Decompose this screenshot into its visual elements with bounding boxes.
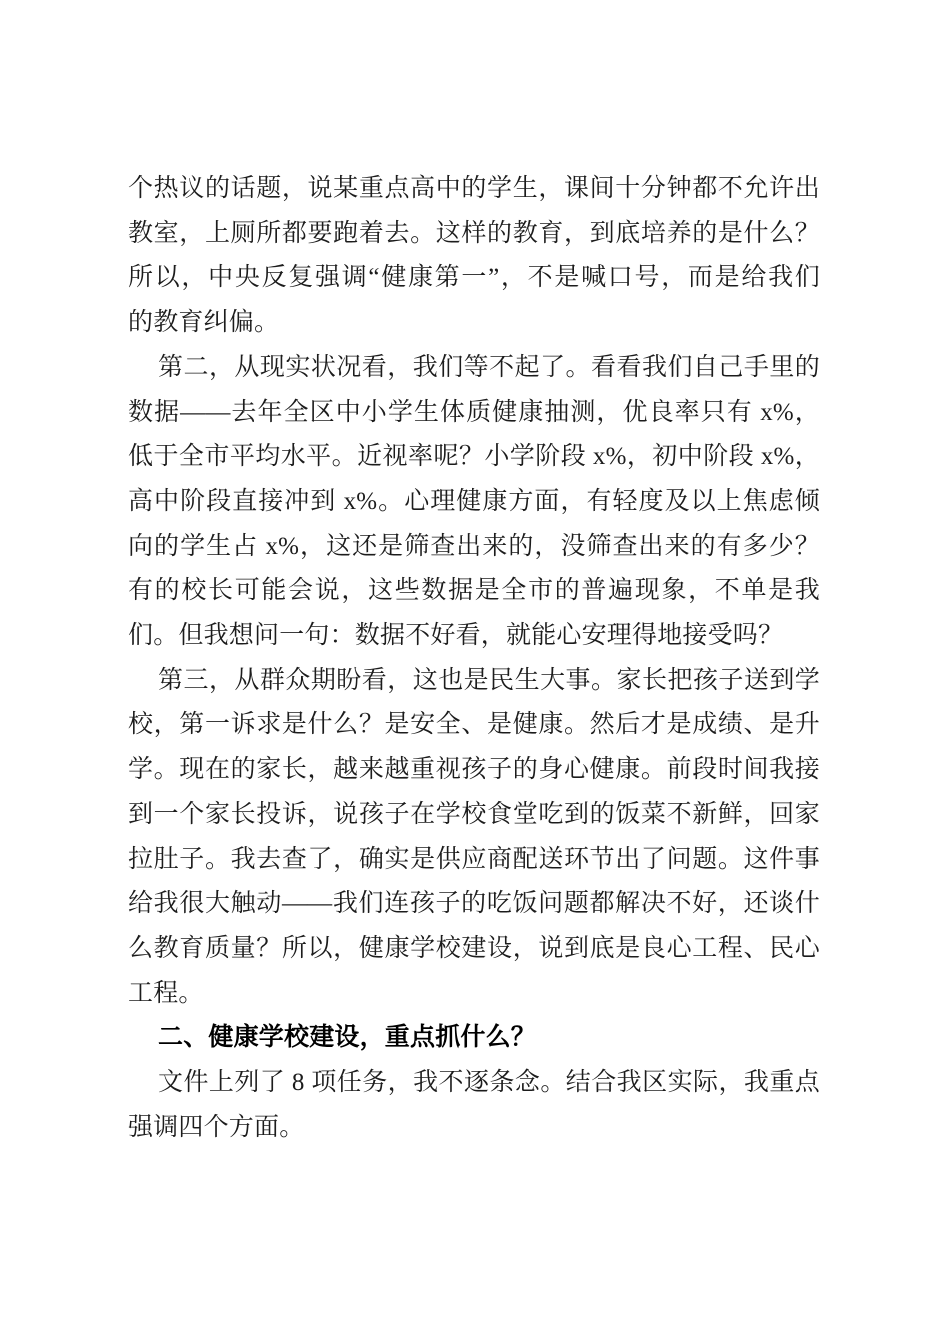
text-line: 拉肚子。我去查了，确实是供应商配送环节出了问题。这件事 [128,845,820,873]
text-line: 的教育纠偏。 [128,309,280,337]
text-line: 工程。 [128,979,204,1007]
text-line: 学。现在的家长，越来越重视孩子的身心健康。前段时间我接 [128,756,820,784]
text-line: 么教育质量？所以，健康学校建设，说到底是良心工程、民心 [128,934,820,962]
text-line: 个热议的话题，说某重点高中的学生，课间十分钟都不允许出 [128,175,820,202]
text-line: 第三，从群众期盼看，这也是民生大事。家长把孩子送到学 [158,666,820,694]
text-line: 强调四个方面。 [128,1113,305,1141]
document-text-block [128,167,820,1150]
text-line: 低于全市平均水平。近视率呢？小学阶段 x%，初中阶段 x%， [128,443,820,471]
text-line: 教室，上厕所都要跑着去。这样的教育，到底培养的是什么？ [128,219,820,247]
text-line: 校，第一诉求是什么？是安全、是健康。然后才是成绩、是升 [128,711,820,739]
text-line: 所以，中央反复强调“健康第一”，不是喊口号，而是给我们 [128,264,820,292]
text-line: 们。但我想问一句：数据不好看，就能心安理得地接受吗？ [128,622,784,650]
paragraph-third-point [128,659,820,1017]
text-line: 数据——去年全区中小学生体质健康抽测，优良率只有 x%， [128,398,820,426]
text-line: 到一个家长投诉，说孩子在学校食堂吃到的饭菜不新鲜，回家 [128,800,820,828]
text-line: 第二，从现实状况看，我们等不起了。看看我们自己手里的 [158,353,820,381]
paragraph-tasks [128,1061,820,1150]
text-line: 高中阶段直接冲到 x%。心理健康方面，有轻度及以上焦虑倾 [128,487,820,515]
section-heading-block [128,1016,820,1061]
text-line: 向的学生占 x%，这还是筛查出来的，没筛查出来的有多少？ [128,532,820,560]
paragraph-continuation [128,167,820,346]
text-line: 文件上列了 8 项任务，我不逐条念。结合我区实际，我重点 [158,1069,820,1097]
paragraph-second-point [128,346,820,659]
section-heading: 二、健康学校建设，重点抓什么？ [158,1024,537,1052]
text-line: 给我很大触动——我们连孩子的吃饭问题都解决不好，还谈什 [128,890,820,918]
text-line: 有的校长可能会说，这些数据是全市的普遍现象，不单是我 [128,577,820,605]
